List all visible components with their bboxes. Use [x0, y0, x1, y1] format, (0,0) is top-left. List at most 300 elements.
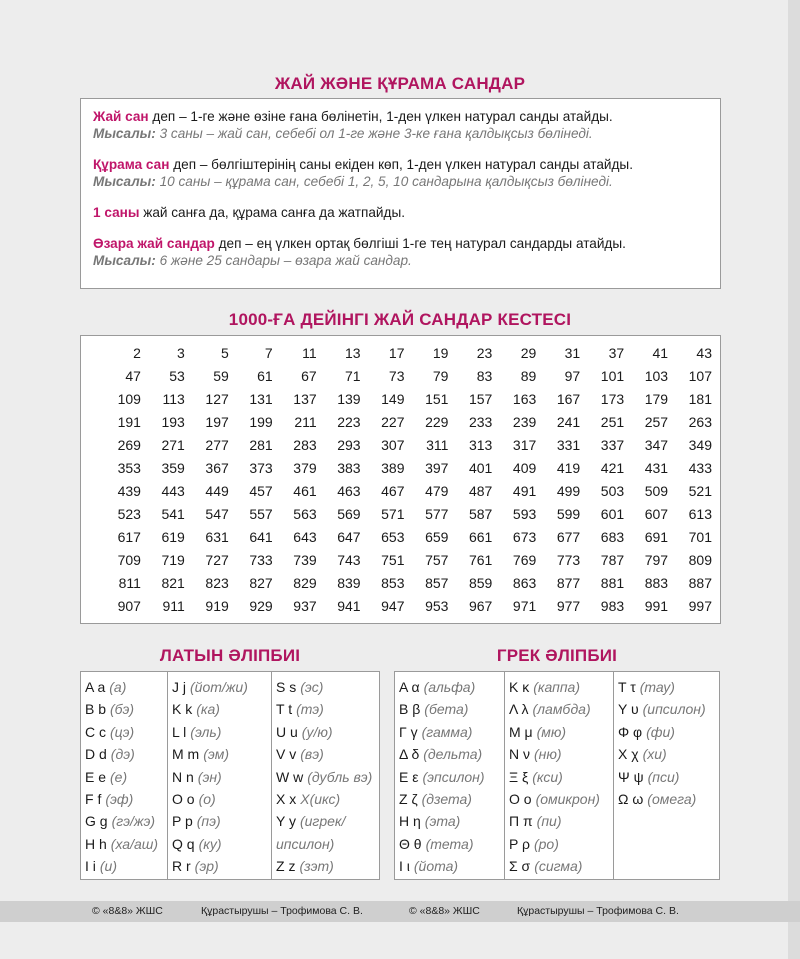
- letter: K k: [172, 701, 193, 718]
- letter: X x: [276, 791, 297, 808]
- letter: M m: [172, 746, 200, 763]
- prime-cell: 499: [556, 483, 581, 499]
- prime-cell: 347: [644, 437, 669, 453]
- letter: Ψ ψ: [618, 768, 644, 785]
- pronunciation: (мю): [536, 723, 567, 740]
- letter: Τ τ: [618, 679, 636, 695]
- prime-cell: 877: [556, 575, 581, 591]
- prime-cell: 17: [388, 345, 405, 361]
- pronunciation: (е): [110, 768, 128, 785]
- prime-cell: 389: [381, 460, 405, 476]
- alphabet-row: [85, 743, 167, 765]
- alphabet-row: [85, 833, 167, 855]
- alphabet-row: [618, 766, 718, 788]
- letter: Σ σ: [509, 858, 531, 875]
- letter: D d: [85, 746, 107, 763]
- prime-cell: 439: [117, 483, 141, 499]
- pronunciation: (пи): [536, 813, 562, 830]
- prime-cell: 97: [564, 368, 581, 384]
- prime-cell: 379: [293, 460, 317, 476]
- prime-cell: 59: [213, 368, 229, 384]
- prime-cell: 859: [468, 575, 493, 591]
- prime-cell: 163: [512, 391, 537, 407]
- pronunciation: (йота): [413, 858, 459, 875]
- letter: H h: [85, 835, 107, 852]
- prime-cell: 641: [249, 529, 273, 545]
- letter: Z z: [276, 858, 296, 875]
- pronunciation: (эр): [194, 858, 219, 875]
- prime-cell: 677: [556, 529, 581, 545]
- definition-prime: [93, 108, 708, 142]
- alphabet-row: [172, 698, 271, 720]
- pronunciation: (ка): [196, 701, 220, 718]
- prime-cell: 191: [117, 414, 141, 430]
- prime-cell: 227: [381, 414, 405, 430]
- footer-author: Құрастырушы – Трофимова С. В.: [517, 905, 679, 917]
- pronunciation: (эпсилон): [422, 768, 485, 785]
- prime-cell: 139: [337, 391, 361, 407]
- alphabet-row: [85, 810, 167, 832]
- term-one: 1 саны: [93, 205, 140, 220]
- prime-cell: 223: [337, 414, 361, 430]
- prime-cell: 659: [425, 529, 449, 545]
- letter: Γ γ: [399, 723, 418, 740]
- prime-cell: 29: [520, 345, 537, 361]
- prime-cell: 751: [381, 552, 405, 568]
- prime-cell: 461: [293, 483, 317, 499]
- prime-cell: 41: [652, 345, 669, 361]
- prime-cell: 857: [425, 575, 449, 591]
- prime-cell: 53: [169, 368, 185, 384]
- pronunciation: (гэ/жэ): [111, 813, 156, 830]
- pronunciation: (вэ): [300, 746, 324, 763]
- letter: Ζ ζ: [399, 791, 418, 808]
- prime-cell: 593: [512, 506, 537, 522]
- letter: Ρ ρ: [509, 835, 530, 852]
- prime-cell: 61: [257, 368, 273, 384]
- prime-cell: 821: [161, 575, 185, 591]
- prime-cell: 599: [556, 506, 581, 522]
- primes-table: [80, 335, 721, 624]
- alphabet-row: [172, 721, 271, 743]
- prime-cell: 479: [425, 483, 449, 499]
- prime-cell: 827: [249, 575, 273, 591]
- example-label: Мысалы:: [93, 253, 156, 268]
- letter: W w: [276, 768, 304, 785]
- prime-cell: 13: [344, 345, 361, 361]
- prime-cell: 433: [688, 460, 712, 476]
- letter: Ξ ξ: [509, 768, 529, 785]
- prime-cell: 577: [425, 506, 449, 522]
- prime-cell: 179: [644, 391, 669, 407]
- prime-cell: 257: [644, 414, 669, 430]
- letter: Δ δ: [399, 746, 420, 763]
- prime-cell: 839: [337, 575, 361, 591]
- prime-cell: 43: [696, 345, 712, 361]
- prime-cell: 509: [644, 483, 669, 499]
- prime-cell: 907: [117, 598, 141, 614]
- example-text: 3 саны – жай сан, себебі ол 1-ге және 3-ке ғана қалдықсыз бөлінеді.: [155, 126, 593, 141]
- pronunciation: (дзета): [421, 791, 472, 808]
- prime-cell: 419: [556, 460, 581, 476]
- latin-column: [272, 672, 378, 879]
- prime-cell: 787: [600, 552, 625, 568]
- title-prime-table: 1000-ҒА ДЕЙІНГІ ЖАЙ САНДАР КЕСТЕСІ: [228, 310, 572, 329]
- prime-cell: 457: [249, 483, 273, 499]
- prime-cell: 197: [205, 414, 229, 430]
- letter: Φ φ: [618, 723, 643, 740]
- prime-cell: 241: [556, 414, 581, 430]
- prime-cell: 73: [388, 368, 405, 384]
- prime-cell: 199: [249, 414, 273, 430]
- prime-cell: 829: [293, 575, 317, 591]
- prime-cell: 617: [117, 529, 141, 545]
- latin-column: [168, 672, 272, 879]
- title-prime-composite: ЖАЙ ЖӘНЕ ҚҰРАМА САНДАР: [274, 74, 526, 93]
- prime-cell: 811: [118, 575, 141, 591]
- prime-cell: 239: [512, 414, 537, 430]
- prime-cell: 601: [600, 506, 625, 522]
- prime-cell: 557: [249, 506, 273, 522]
- prime-cell: 313: [468, 437, 493, 453]
- latin-column: [81, 672, 168, 879]
- prime-cell: 863: [512, 575, 537, 591]
- letter: P p: [172, 813, 193, 830]
- alphabet-row: [399, 721, 504, 743]
- prime-cell: 359: [161, 460, 185, 476]
- prime-cell: 157: [468, 391, 493, 407]
- alphabet-row: [276, 810, 378, 832]
- prime-cell: 881: [600, 575, 625, 591]
- letter: G g: [85, 813, 108, 830]
- prime-cell: 5: [220, 345, 229, 361]
- alphabet-row: [399, 676, 504, 698]
- prime-cell: 11: [302, 345, 317, 361]
- definition-text: деп – бөлгіштерінің саны екіден көп, 1-ден үлкен натурал санды атайды.: [169, 157, 633, 172]
- pronunciation: (эта): [424, 813, 461, 830]
- pronunciation: (эль): [190, 723, 222, 740]
- prime-cell: 757: [425, 552, 449, 568]
- term-composite: Құрама сан: [93, 157, 170, 172]
- pronunciation: (ку): [198, 835, 222, 852]
- letter: Κ κ: [509, 679, 530, 695]
- prime-cell: 293: [337, 437, 361, 453]
- title-greek-alphabet: ГРЕК ӘЛІПБИІ: [496, 646, 618, 665]
- prime-cell: 331: [556, 437, 581, 453]
- pronunciation: (альфа): [423, 679, 476, 695]
- alphabet-row: [85, 766, 167, 788]
- prime-cell: 211: [294, 414, 317, 430]
- prime-cell: 571: [381, 506, 405, 522]
- alphabet-row: [172, 788, 271, 810]
- pronunciation: (эм): [203, 746, 230, 763]
- right-edge-strip: [788, 0, 800, 959]
- prime-cell: 269: [117, 437, 141, 453]
- letter: Ν ν: [509, 746, 530, 763]
- prime-cell: 263: [688, 414, 712, 430]
- title-latin-alphabet: ЛАТЫН ӘЛІПБИІ: [159, 646, 301, 665]
- prime-cell: 653: [381, 529, 405, 545]
- letter: Υ υ: [618, 701, 639, 718]
- prime-cell: 229: [425, 414, 449, 430]
- prime-cell: 421: [600, 460, 625, 476]
- prime-cell: 401: [468, 460, 493, 476]
- prime-cell: 643: [293, 529, 317, 545]
- prime-cell: 709: [117, 552, 141, 568]
- pronunciation: (ипсилон): [642, 701, 706, 718]
- alphabet-row: [276, 721, 378, 743]
- alphabet-row: [509, 721, 613, 743]
- letter: Χ χ: [618, 746, 639, 763]
- prime-cell: 233: [468, 414, 493, 430]
- prime-cell: 563: [293, 506, 317, 522]
- example-text: 10 саны – құрама сан, себебі 1, 2, 5, 10 сандарына қалдықсыз бөлінеді.: [155, 174, 613, 189]
- prime-cell: 109: [117, 391, 141, 407]
- prime-cell: 887: [688, 575, 712, 591]
- prime-cell: 929: [249, 598, 273, 614]
- prime-cell: 977: [556, 598, 581, 614]
- prime-cell: 883: [644, 575, 669, 591]
- alphabet-row: [399, 698, 504, 720]
- pronunciation: (хи): [642, 746, 667, 763]
- prime-cell: 89: [520, 368, 537, 384]
- letter: Ο ο: [509, 791, 532, 808]
- prime-cell: 137: [293, 391, 317, 407]
- letter: Ι ι: [399, 858, 410, 875]
- pronunciation: (и): [99, 858, 118, 875]
- pronunciation: (у/ю): [301, 723, 333, 740]
- prime-cell: 983: [600, 598, 625, 614]
- prime-cell: 853: [381, 575, 405, 591]
- pronunciation: (ламбда): [532, 701, 591, 718]
- letter: N n: [172, 768, 194, 785]
- term-coprime: Өзара жай сандар: [93, 236, 215, 251]
- pronunciation: (бэ): [110, 701, 135, 718]
- prime-cell: 797: [644, 552, 669, 568]
- letter: B b: [85, 701, 107, 718]
- footer-copyright: © «8&8» ЖШС: [92, 905, 163, 917]
- alphabet-row: [85, 676, 167, 698]
- alphabet-row: [85, 721, 167, 743]
- definition-coprime: [93, 235, 708, 269]
- primes-grid: [81, 342, 720, 618]
- latin-alphabet-table: [80, 671, 380, 880]
- pronunciation: (цэ): [110, 723, 135, 740]
- prime-cell: 271: [161, 437, 185, 453]
- prime-cell: 701: [688, 529, 712, 545]
- footer-copyright: © «8&8» ЖШС: [409, 905, 480, 917]
- letter: V v: [276, 746, 297, 763]
- alphabet-row: [276, 855, 378, 877]
- prime-cell: 67: [301, 368, 317, 384]
- prime-cell: 971: [512, 598, 537, 614]
- pronunciation: (пси): [647, 768, 680, 785]
- prime-cell: 937: [293, 598, 317, 614]
- letter: F f: [85, 791, 102, 808]
- alphabet-row: [85, 855, 167, 877]
- prime-cell: 31: [564, 345, 581, 361]
- pronunciation: Х(икс): [300, 791, 341, 808]
- prime-cell: 661: [468, 529, 493, 545]
- alphabet-row: [399, 766, 504, 788]
- prime-cell: 367: [205, 460, 229, 476]
- prime-cell: 733: [249, 552, 273, 568]
- prime-cell: 919: [205, 598, 229, 614]
- prime-cell: 23: [476, 345, 493, 361]
- letter: U u: [276, 723, 298, 740]
- prime-cell: 409: [512, 460, 537, 476]
- definition-one: [93, 204, 708, 221]
- alphabet-row: [276, 833, 378, 855]
- letter: L l: [172, 723, 187, 740]
- prime-cell: 2: [133, 345, 141, 361]
- alphabet-row: [399, 810, 504, 832]
- pronunciation: (а): [109, 679, 127, 695]
- alphabet-row: [399, 743, 504, 765]
- prime-cell: 691: [644, 529, 669, 545]
- pronunciation: (омега): [647, 791, 697, 808]
- definition-text: жай санға да, құрама санға да жатпайды.: [139, 205, 406, 220]
- pronunciation: (пэ): [196, 813, 221, 830]
- alphabet-row: [509, 810, 613, 832]
- prime-cell: 7: [264, 345, 273, 361]
- prime-cell: 823: [205, 575, 229, 591]
- prime-cell: 47: [125, 368, 141, 384]
- prime-cell: 181: [688, 391, 712, 407]
- prime-cell: 809: [688, 552, 712, 568]
- greek-alphabet-table: [394, 671, 720, 880]
- prime-cell: 83: [476, 368, 493, 384]
- prime-cell: 547: [205, 506, 229, 522]
- example-label: Мысалы:: [93, 174, 156, 189]
- prime-cell: 631: [205, 529, 229, 545]
- alphabet-row: [509, 698, 613, 720]
- greek-column: [505, 672, 614, 879]
- prime-cell: 443: [161, 483, 185, 499]
- alphabet-row: [399, 788, 504, 810]
- alphabet-row: [172, 810, 271, 832]
- alphabet-row: [509, 788, 613, 810]
- prime-cell: 607: [644, 506, 669, 522]
- prime-cell: 37: [608, 345, 625, 361]
- definition-composite: [93, 156, 708, 190]
- prime-cell: 311: [426, 437, 449, 453]
- prime-cell: 281: [249, 437, 273, 453]
- alphabet-row: [509, 676, 613, 698]
- letter: Α α: [399, 679, 420, 695]
- letter: R r: [172, 858, 191, 875]
- prime-cell: 613: [688, 506, 712, 522]
- prime-cell: 587: [468, 506, 493, 522]
- prime-cell: 967: [468, 598, 493, 614]
- example-text: 6 және 25 сандары – өзара жай сандар.: [155, 253, 412, 268]
- alphabet-row: [276, 676, 378, 698]
- alphabet-row: [276, 743, 378, 765]
- prime-cell: 569: [337, 506, 361, 522]
- prime-cell: 719: [161, 552, 185, 568]
- letter: Λ λ: [509, 701, 529, 718]
- prime-cell: 373: [249, 460, 273, 476]
- prime-cell: 467: [381, 483, 405, 499]
- prime-cell: 19: [432, 345, 449, 361]
- prime-cell: 317: [512, 437, 537, 453]
- pronunciation: (каппа): [533, 679, 580, 695]
- prime-cell: 167: [556, 391, 581, 407]
- prime-cell: 349: [688, 437, 712, 453]
- alphabet-row: [172, 743, 271, 765]
- term-prime: Жай сан: [93, 109, 149, 124]
- pronunciation: (дельта): [423, 746, 483, 763]
- footer-bar: [0, 901, 800, 922]
- letter: Q q: [172, 835, 195, 852]
- prime-cell: 173: [600, 391, 625, 407]
- pronunciation: (тау): [639, 679, 675, 695]
- prime-cell: 71: [344, 368, 361, 384]
- pronunciation: (гамма): [421, 723, 473, 740]
- prime-cell: 101: [600, 368, 625, 384]
- pronunciation: (омикрон): [535, 791, 600, 808]
- prime-cell: 131: [249, 391, 273, 407]
- prime-cell: 743: [337, 552, 361, 568]
- footer-author: Құрастырушы – Трофимова С. В.: [201, 905, 363, 917]
- greek-column: [395, 672, 505, 879]
- alphabet-row: [618, 698, 718, 720]
- pronunciation: (ню): [534, 746, 562, 763]
- prime-cell: 727: [205, 552, 229, 568]
- pronunciation: (сигма): [534, 858, 583, 875]
- letter: I i: [85, 858, 96, 875]
- prime-cell: 487: [468, 483, 493, 499]
- prime-cell: 113: [162, 391, 185, 407]
- letter: Y y: [276, 813, 296, 830]
- letter: Η η: [399, 813, 421, 830]
- prime-cell: 193: [161, 414, 185, 430]
- alphabet-row: [509, 743, 613, 765]
- letter: O o: [172, 791, 195, 808]
- prime-cell: 3: [177, 345, 185, 361]
- pronunciation: (йот/жи): [190, 679, 248, 695]
- prime-cell: 449: [205, 483, 229, 499]
- prime-cell: 353: [117, 460, 141, 476]
- prime-cell: 761: [468, 552, 493, 568]
- prime-cell: 149: [381, 391, 405, 407]
- pronunciation: (эф): [105, 791, 134, 808]
- letter: Ε ε: [399, 768, 419, 785]
- letter: Ω ω: [618, 791, 644, 808]
- alphabet-row: [276, 788, 378, 810]
- prime-cell: 521: [688, 483, 712, 499]
- prime-cell: 307: [381, 437, 405, 453]
- prime-cell: 541: [161, 506, 185, 522]
- prime-cell: 431: [644, 460, 669, 476]
- pronunciation: (ха/аш): [110, 835, 159, 852]
- prime-cell: 397: [425, 460, 449, 476]
- prime-cell: 911: [162, 598, 185, 614]
- alphabet-row: [276, 766, 378, 788]
- letter: Μ μ: [509, 723, 533, 740]
- letter: Θ θ: [399, 835, 422, 852]
- prime-cell: 337: [600, 437, 625, 453]
- letter: Π π: [509, 813, 533, 830]
- pronunciation: (дэ): [110, 746, 135, 763]
- pronunciation: (тета): [425, 835, 474, 852]
- definition-text: деп – 1-ге және өзіне ғана бөлінетін, 1-ден үлкен натурал санды атайды.: [148, 109, 613, 124]
- prime-cell: 127: [205, 391, 229, 407]
- prime-cell: 673: [512, 529, 537, 545]
- alphabet-row: [399, 833, 504, 855]
- pronunciation: (ро): [533, 835, 559, 852]
- prime-cell: 997: [688, 598, 712, 614]
